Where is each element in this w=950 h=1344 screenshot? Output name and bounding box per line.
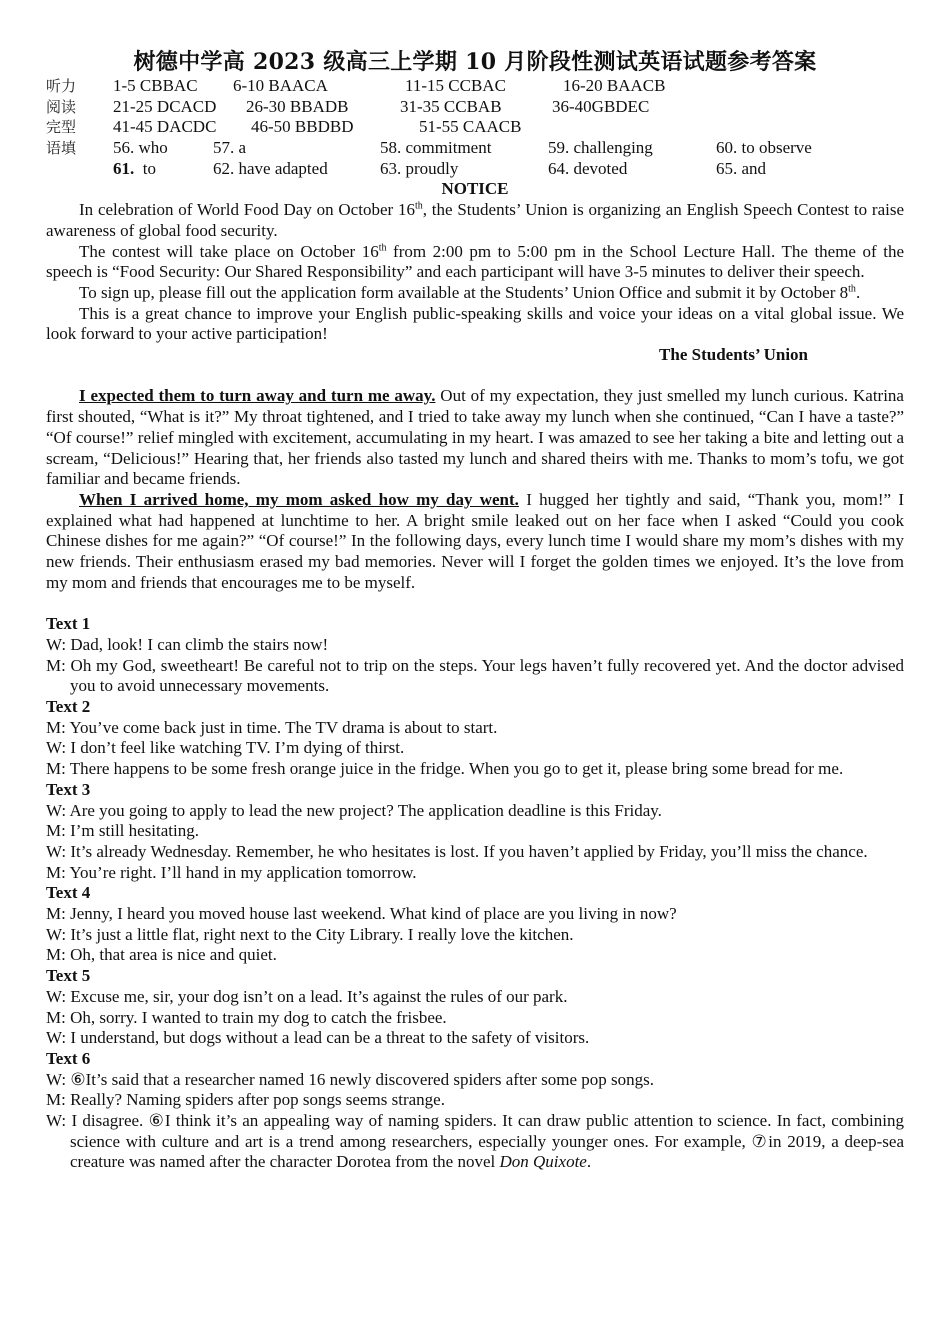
section-label-cloze: 完型: [46, 118, 77, 137]
answer-group: 46-50 BBDBD: [251, 117, 354, 137]
story-lead-sentence: When I arrived home, my mom asked how my day went.: [79, 489, 519, 509]
grammar-answer-number: 61.: [113, 158, 135, 178]
grammar-answer: 65. and: [716, 158, 767, 178]
spacer: [46, 593, 904, 614]
answer-group: 26-30 BBADB: [246, 96, 349, 116]
text-run: , the Students’ Union is organizing an English Speech Contest to raise awareness of global food security.: [46, 200, 905, 240]
novel-title: Don Quixote: [499, 1152, 587, 1172]
answer-group: 6-10 BAACA: [233, 76, 328, 95]
notice-paragraph: This is a great chance to improve your English public-speaking skills and voice your ideas on a vital global issue. We look forward to your active participation!: [46, 303, 904, 344]
grammar-answer: 60. to observe: [716, 138, 812, 158]
text-run: W: I disagree. ⑥I think it’s an appealing way of naming spiders. It can draw public attention to science. In fact, combining science with culture and art is a trend among researchers, especially younger ones. For example, ⑦in 2019, a deep-sea creature was named after the character Dorotea from the novel: [46, 1111, 904, 1172]
answer-group: 36-40GBDEC: [552, 96, 650, 116]
text-run: from 2:00 pm to 5:00 pm in the School Lecture Hall. The theme of the speech is “Food Security: Our Shared Responsibility” and each participant will have 3-5 minutes to deliver their speech.: [46, 241, 904, 282]
transcript-line: W: It’s already Wednesday. Remember, he who hesitates is lost. If you haven’t applied by Friday, you’ll miss the chance.: [46, 841, 868, 861]
transcript-line: W: ⑥It’s said that a researcher named 16 newly discovered spiders after some pop songs.: [46, 1069, 655, 1089]
transcript-line: M: Oh, that area is nice and quiet.: [46, 945, 277, 965]
superscript: th: [414, 200, 423, 212]
transcript-line: W: Dad, look! I can climb the stairs now!: [46, 634, 329, 654]
grammar-answer: 62. have adapted: [213, 158, 328, 178]
transcript-line: M: You’ve come back just in time. The TV drama is about to start.: [46, 717, 498, 737]
notice-paragraph: [46, 200, 904, 241]
transcript-line: W: I don’t feel like watching TV. I’m dying of thirst.: [46, 738, 405, 758]
answer-group: 11-15 CCBAC: [405, 76, 506, 95]
grammar-answer: 58. commitment: [380, 138, 492, 158]
story-paragraph: [46, 490, 904, 594]
answer-group: 1-5 CBBAC: [113, 76, 198, 95]
transcript-line: M: You’re right. I’ll hand in my application tomorrow.: [46, 862, 417, 882]
section-label-listening: 听力: [46, 77, 77, 95]
grammar-answer: 57. a: [213, 138, 247, 158]
notice-title: NOTICE: [441, 179, 509, 199]
transcript-line: W: I understand, but dogs without a lead can be a threat to the safety of visitors.: [46, 1028, 590, 1048]
transcript-line: W: It’s just a little flat, right next to the City Library. I really love the kitchen.: [46, 924, 574, 944]
text-run: I hugged her tightly and said, “Thank you, mom!” I explained what had happened at lunchtime to her. A bright smile leaked out on her face when I asked “Could you cook Chinese dishes for me again?” “Of course!” In the following days, every lunch time I would share my mom’s dishes with my new friends. Their enthusiasm erased my bad memories. Never will I forget the golden times we enjoyed. It’s the love from my mom and friends that encourages me to be myself.: [46, 489, 905, 592]
superscript: th: [378, 241, 387, 253]
transcript-title: Text 1: [46, 614, 91, 634]
transcript-line: M: Really? Naming spiders after pop songs seems strange.: [46, 1090, 445, 1110]
notice-signature: The Students’ Union: [659, 345, 808, 365]
notice-paragraph: [46, 283, 904, 304]
grammar-answer: 59. challenging: [548, 138, 653, 158]
answer-group: 31-35 CCBAB: [400, 96, 502, 116]
transcript-title: Text 5: [46, 966, 91, 986]
text-run: .: [855, 282, 861, 302]
transcript-line: M: Oh my God, sweetheart! Be careful not to trip on the steps. Your legs haven’t fully recovered yet. And the doctor advised you to avoid unnecessary movements.: [46, 655, 904, 696]
transcript-line: M: There happens to be some fresh orange juice in the fridge. When you go to get it, please bring some bread for me.: [46, 759, 844, 779]
text-run: The contest will take place on October 16: [79, 241, 379, 261]
text-run: In celebration of World Food Day on October 16: [79, 200, 415, 220]
grammar-answer: 63. proudly: [380, 158, 459, 178]
grammar-answer: 56. who: [113, 138, 168, 158]
section-label-reading: 阅读: [46, 97, 77, 116]
answers-cloze-row: [46, 117, 904, 138]
answers-listening-row: [46, 76, 904, 97]
superscript: th: [848, 283, 856, 295]
grammar-answer: [113, 159, 156, 180]
transcript-title: Text 3: [46, 779, 91, 799]
story-paragraph: [46, 386, 904, 490]
answer-group: 16-20 BAACB: [563, 76, 666, 95]
transcript-line: W: Are you going to apply to lead the new project? The application deadline is this Friday.: [46, 800, 662, 820]
transcript-title: Text 6: [46, 1048, 91, 1068]
answers-reading-row: [46, 97, 904, 118]
answers-grammar-row-2: [46, 159, 904, 180]
transcript-line: W: Excuse me, sir, your dog isn’t on a lead. It’s against the rules of our park.: [46, 986, 568, 1006]
page-title: 树德中学高 2023 级高三上学期 10 月阶段性测试英语试题参考答案: [133, 49, 817, 75]
text-run: Out of my expectation, they just smelled my lunch curious. Katrina first shouted, “What is it?” My throat tightened, and I tried to take away my lunch when she continued, “Can I have a taste?” “Of course!” relief mingled with excitement, accumulating in my heart. I was amazed to see her taking a bite and letting out a scream, “Delicious!” Hearing that, her friends also tasted my lunch and shared theirs with me. Thanks to mom’s tofu, we got familiar and became friends.: [46, 386, 904, 489]
text-run: .: [586, 1152, 592, 1172]
answers-grammar-row-1: [46, 138, 904, 159]
text-run: To sign up, please fill out the application form available at the Students’ Union Office and submit it by October 8: [79, 282, 849, 302]
answer-document: [46, 48, 904, 1173]
notice-paragraph: [46, 242, 904, 283]
answer-group: 51-55 CAACB: [419, 117, 522, 137]
story-lead-sentence: I expected them to turn away and turn me away.: [79, 386, 436, 406]
transcript-line: M: I’m still hesitating.: [46, 821, 199, 841]
answer-group: 41-45 DACDC: [113, 117, 217, 137]
transcript-line: M: Jenny, I heard you moved house last weekend. What kind of place are you living in now?: [46, 904, 677, 924]
transcript-title: Text 4: [46, 883, 91, 903]
transcript-line: M: Oh, sorry. I wanted to train my dog to catch the frisbee.: [46, 1007, 447, 1027]
section-label-grammar: 语填: [46, 139, 77, 158]
transcript-line: [46, 1111, 904, 1173]
grammar-answer: 64. devoted: [548, 158, 628, 178]
answer-group: 21-25 DCACD: [113, 96, 217, 116]
spacer: [46, 366, 904, 387]
grammar-answer-text: to: [142, 158, 156, 178]
transcript-title: Text 2: [46, 696, 91, 716]
